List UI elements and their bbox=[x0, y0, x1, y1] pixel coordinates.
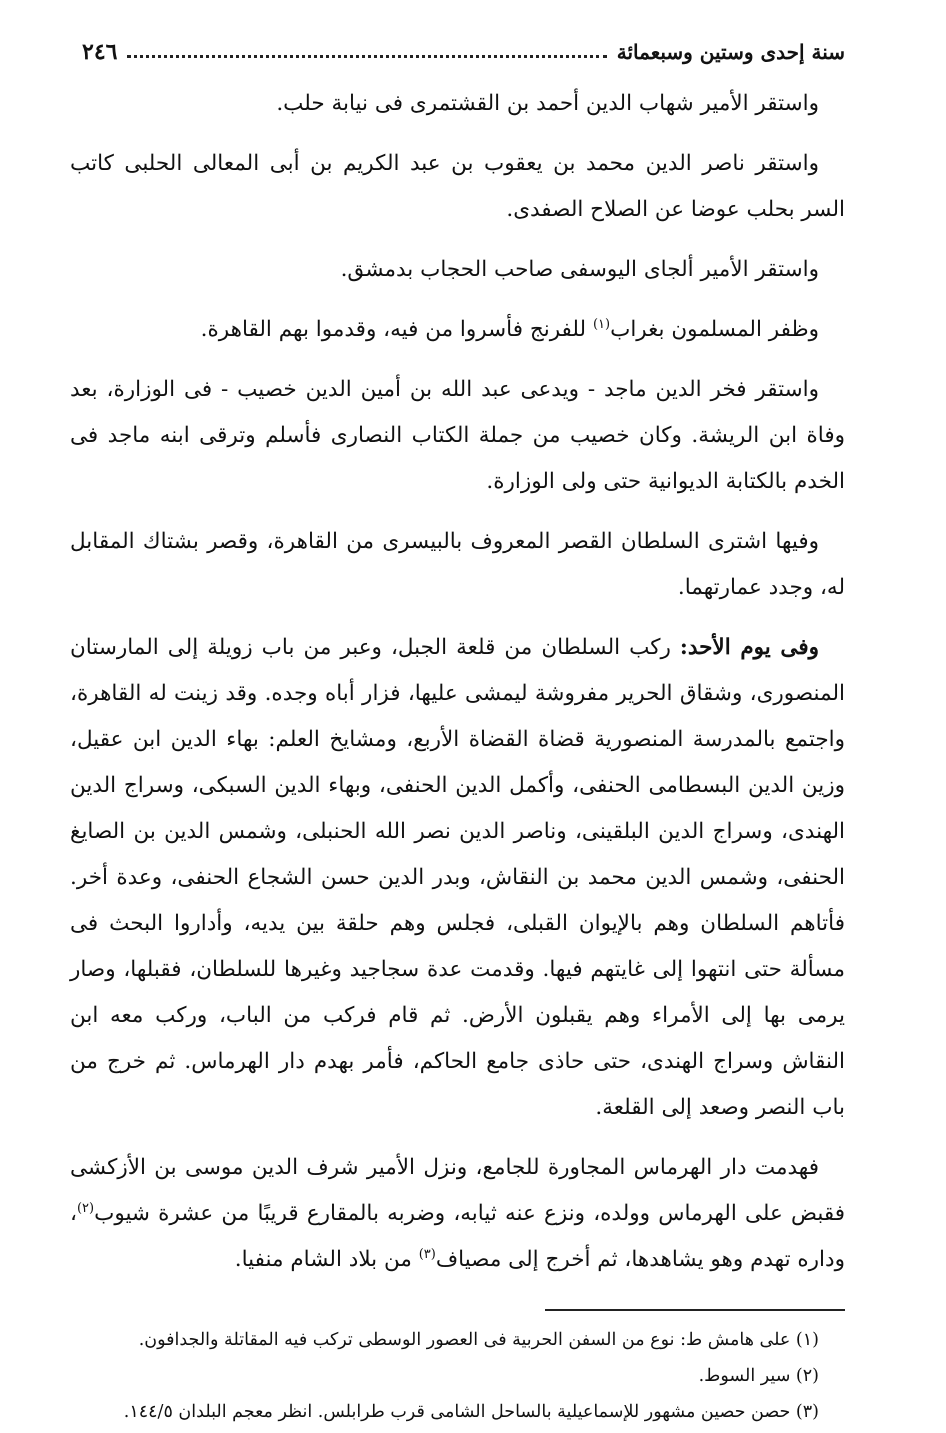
paragraph-text: من بلاد الشام منفيا. bbox=[234, 1247, 419, 1272]
paragraph-text: للفرنج فأسروا من فيه، وقدموا بهم القاهرة. bbox=[200, 317, 593, 342]
paragraph: واستقر فخر الدين ماجد - ويدعى عبد الله بن أمين الدين خصيب - فى الوزارة، بعد وفاة ابن الريشة. وكان خصيب من جملة الكتاب النصارى فأسلم وترقى ابنه ماجد فى الخدم بالكتابة الديوانية حتى ولى الوزارة. bbox=[70, 377, 845, 494]
header-title: سنة إحدى وستين وسبعمائة bbox=[616, 40, 845, 64]
paragraph: واستقر الأمير شهاب الدين أحمد بن القشتمرى فى نيابة حلب. bbox=[276, 91, 819, 116]
paragraph: واستقر ناصر الدين محمد بن يعقوب بن عبد الكريم بن أبى المعالى الحلبى كاتب السر بحلب عوضا عن الصلاح الصفدى. bbox=[70, 151, 845, 222]
paragraph-text: ركب السلطان من قلعة الجبل، وعبر من باب زويلة إلى المارستان المنصورى، وشقاق الحرير مفروشة ليمشى عليها، فزار أباه وجده. وقد زينت له القاهرة، واجتمع بالمدرسة المنصورية قضاة القضاة الأربع، ومشايخ العلم: بهاء الدين ابن عقيل، وزين الدين البسطامى الحنفى، وأكمل الدين الحنفى، وبهاء الدين السبكى، وسراج الدين الهندى، وسراج الدين البلقينى، وناصر الدين نصر الله الحنبلى، وشمس الدين بن الصايغ الحنفى، وشمس الدين محمد بن النقاش، وبدر الدين حسن الشجاع الحنفى، وعدة أخر. فأتاهم السلطان وهم بالإيوان القبلى، فجلس وهم حلقة بين يديه، وأداروا البحث فى مسألة حتى انتهوا إلى غايتهم فيها. وقدمت عدة سجاجيد وغيرها للسلطان، فقبلها، وصار يرمى بها إلى الأمراء وهم يقبلون الأرض. ثم قام فركب من الباب، وركب معه ابن النقاش وسراج الهندى، حتى حاذى جامع الحاكم، فأمر بهدم دار الهرماس. ثم خرج من باب النصر وصعد إلى القلعة. bbox=[70, 635, 845, 1120]
book-page bbox=[70, 32, 845, 1433]
footnote-reference: (٣) bbox=[418, 1246, 436, 1262]
page-number: ٢٤٦ bbox=[82, 39, 118, 65]
footnote-reference: (٢) bbox=[76, 1200, 95, 1216]
footnote-separator bbox=[545, 1309, 845, 1311]
running-header bbox=[70, 32, 845, 73]
paragraph: وفيها اشترى السلطان القصر المعروف بالبيسرى من القاهرة، وقصر بشتاك المقابل له، وجدد عمارتهما. bbox=[70, 529, 845, 600]
footnote: (٢) سير السوط. bbox=[698, 1366, 819, 1386]
paragraph: واستقر الأمير ألجاى اليوسفى صاحب الحجاب بدمشق. bbox=[340, 257, 819, 282]
paragraph bbox=[70, 625, 845, 1131]
footnote-reference: (١) bbox=[592, 316, 611, 332]
paragraph-text: ، وداره تهدم وهو يشاهدها، ثم أخرج إلى مصياف bbox=[70, 1201, 845, 1272]
paragraph-text: فهدمت دار الهرماس المجاورة للجامع، ونزل الأمير شرف الدين موسى بن الأزكشى فقبض على الهرماس وولده، ونزع عنه ثيابه، وضربه بالمقارع قريبًا من عشرة شيوب bbox=[70, 1155, 845, 1226]
header-dotted-leader bbox=[127, 55, 606, 58]
paragraph bbox=[70, 1145, 845, 1283]
paragraph bbox=[70, 307, 845, 353]
paragraph-text: وظفر المسلمون بغراب bbox=[610, 317, 819, 342]
paragraph-lead-heading: وفى يوم الأحد: bbox=[679, 635, 820, 660]
footnote: (١) على هامش ط: نوع من السفن الحربية فى العصور الوسطى تركب فيه المقاتلة والجدافون. bbox=[138, 1330, 819, 1350]
footnote: (٣) حصن حصين مشهور للإسماعيلية بالساحل الشامى قرب طرابلس. انظر معجم البلدان ١٤٤/٥. bbox=[123, 1402, 819, 1422]
footnotes bbox=[70, 1325, 845, 1427]
main-text bbox=[70, 81, 845, 1283]
